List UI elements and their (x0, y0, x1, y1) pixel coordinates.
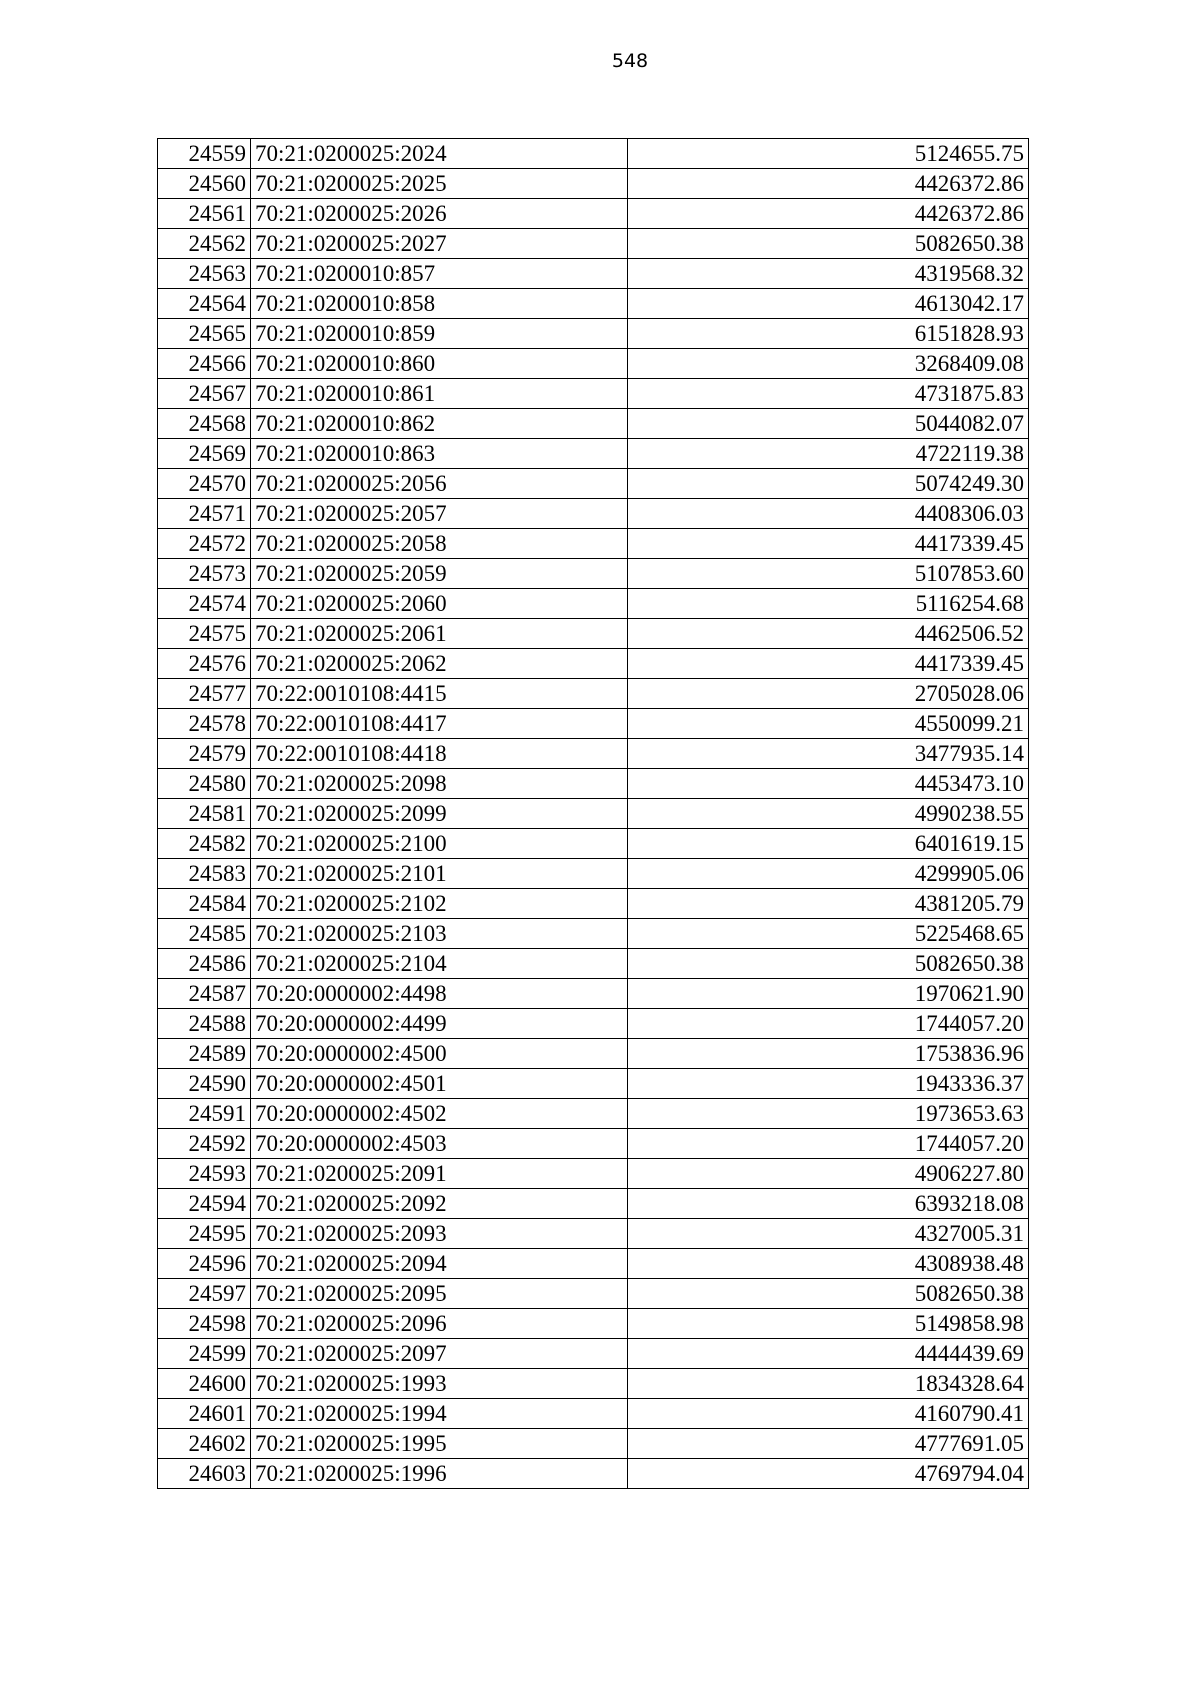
row-number-cell: 24564 (158, 289, 251, 319)
cadastral-number-cell: 70:20:0000002:4498 (251, 979, 628, 1009)
row-number-cell: 24588 (158, 1009, 251, 1039)
value-cell: 1744057.20 (628, 1129, 1029, 1159)
row-number-cell: 24562 (158, 229, 251, 259)
row-number-cell: 24579 (158, 739, 251, 769)
row-number-cell: 24597 (158, 1279, 251, 1309)
row-number-cell: 24563 (158, 259, 251, 289)
cadastral-number-cell: 70:21:0200010:861 (251, 379, 628, 409)
value-cell: 4906227.80 (628, 1159, 1029, 1189)
row-number-cell: 24561 (158, 199, 251, 229)
value-cell: 5082650.38 (628, 949, 1029, 979)
value-cell: 4453473.10 (628, 769, 1029, 799)
table-row (158, 709, 1029, 739)
cadastral-number-cell: 70:22:0010108:4418 (251, 739, 628, 769)
table-row (158, 1279, 1029, 1309)
cadastral-number-cell: 70:21:0200025:2094 (251, 1249, 628, 1279)
table-row (158, 1219, 1029, 1249)
cadastral-number-cell: 70:20:0000002:4503 (251, 1129, 628, 1159)
row-number-cell: 24578 (158, 709, 251, 739)
value-cell: 4417339.45 (628, 529, 1029, 559)
value-cell: 4777691.05 (628, 1429, 1029, 1459)
cadastral-number-cell: 70:21:0200025:2059 (251, 559, 628, 589)
value-cell: 2705028.06 (628, 679, 1029, 709)
table-row (158, 979, 1029, 1009)
cadastral-number-cell: 70:21:0200025:1995 (251, 1429, 628, 1459)
row-number-cell: 24601 (158, 1399, 251, 1429)
cadastral-number-cell: 70:21:0200025:2027 (251, 229, 628, 259)
value-cell: 5082650.38 (628, 1279, 1029, 1309)
row-number-cell: 24565 (158, 319, 251, 349)
row-number-cell: 24596 (158, 1249, 251, 1279)
row-number-cell: 24580 (158, 769, 251, 799)
row-number-cell: 24567 (158, 379, 251, 409)
value-cell: 4408306.03 (628, 499, 1029, 529)
value-cell: 5116254.68 (628, 589, 1029, 619)
row-number-cell: 24583 (158, 859, 251, 889)
table-row (158, 619, 1029, 649)
value-cell: 6151828.93 (628, 319, 1029, 349)
row-number-cell: 24591 (158, 1099, 251, 1129)
cadastral-number-cell: 70:22:0010108:4415 (251, 679, 628, 709)
value-cell: 5225468.65 (628, 919, 1029, 949)
row-number-cell: 24566 (158, 349, 251, 379)
row-number-cell: 24560 (158, 169, 251, 199)
value-cell: 5107853.60 (628, 559, 1029, 589)
cadastral-number-cell: 70:21:0200010:858 (251, 289, 628, 319)
value-cell: 1834328.64 (628, 1369, 1029, 1399)
table-row (158, 889, 1029, 919)
table-row (158, 1069, 1029, 1099)
table-row (158, 799, 1029, 829)
cadastral-number-cell: 70:21:0200025:2092 (251, 1189, 628, 1219)
cadastral-number-cell: 70:21:0200010:862 (251, 409, 628, 439)
table-row (158, 1429, 1029, 1459)
cadastral-number-cell: 70:21:0200025:2095 (251, 1279, 628, 1309)
table-row (158, 1099, 1029, 1129)
table-row (158, 409, 1029, 439)
row-number-cell: 24600 (158, 1369, 251, 1399)
page-number: 548 (611, 50, 649, 72)
cadastral-number-cell: 70:22:0010108:4417 (251, 709, 628, 739)
table-row (158, 739, 1029, 769)
row-number-cell: 24595 (158, 1219, 251, 1249)
cadastral-number-cell: 70:21:0200025:2091 (251, 1159, 628, 1189)
table-row (158, 169, 1029, 199)
cadastral-number-cell: 70:21:0200010:863 (251, 439, 628, 469)
row-number-cell: 24559 (158, 139, 251, 169)
table-row (158, 649, 1029, 679)
row-number-cell: 24592 (158, 1129, 251, 1159)
cadastral-number-cell: 70:21:0200025:2097 (251, 1339, 628, 1369)
value-cell: 1744057.20 (628, 1009, 1029, 1039)
table-row (158, 1369, 1029, 1399)
cadastral-number-cell: 70:21:0200025:2058 (251, 529, 628, 559)
row-number-cell: 24581 (158, 799, 251, 829)
value-cell: 5149858.98 (628, 1309, 1029, 1339)
row-number-cell: 24587 (158, 979, 251, 1009)
table-row (158, 349, 1029, 379)
table-row (158, 1309, 1029, 1339)
table-row (158, 499, 1029, 529)
cadastral-number-cell: 70:20:0000002:4501 (251, 1069, 628, 1099)
row-number-cell: 24589 (158, 1039, 251, 1069)
cadastral-number-cell: 70:21:0200025:2100 (251, 829, 628, 859)
row-number-cell: 24599 (158, 1339, 251, 1369)
table-row (158, 199, 1029, 229)
value-cell: 4722119.38 (628, 439, 1029, 469)
table-row (158, 769, 1029, 799)
value-cell: 6393218.08 (628, 1189, 1029, 1219)
cadastral-number-cell: 70:21:0200025:2056 (251, 469, 628, 499)
cadastral-number-cell: 70:21:0200025:2098 (251, 769, 628, 799)
value-cell: 5124655.75 (628, 139, 1029, 169)
cadastral-number-cell: 70:21:0200025:1994 (251, 1399, 628, 1429)
row-number-cell: 24574 (158, 589, 251, 619)
cadastral-number-cell: 70:21:0200025:2060 (251, 589, 628, 619)
table-row (158, 379, 1029, 409)
cadastral-number-cell: 70:21:0200025:2096 (251, 1309, 628, 1339)
value-cell: 4426372.86 (628, 199, 1029, 229)
value-cell: 5074249.30 (628, 469, 1029, 499)
table-body (158, 139, 1029, 1489)
cadastral-number-cell: 70:21:0200010:857 (251, 259, 628, 289)
cadastral-number-cell: 70:21:0200025:2103 (251, 919, 628, 949)
cadastral-number-cell: 70:21:0200025:2026 (251, 199, 628, 229)
row-number-cell: 24570 (158, 469, 251, 499)
table-row (158, 829, 1029, 859)
table-row (158, 1399, 1029, 1429)
row-number-cell: 24582 (158, 829, 251, 859)
value-cell: 4327005.31 (628, 1219, 1029, 1249)
row-number-cell: 24603 (158, 1459, 251, 1489)
row-number-cell: 24573 (158, 559, 251, 589)
row-number-cell: 24586 (158, 949, 251, 979)
value-cell: 4426372.86 (628, 169, 1029, 199)
table-row (158, 1249, 1029, 1279)
table-row (158, 289, 1029, 319)
value-cell: 4990238.55 (628, 799, 1029, 829)
cadastral-number-cell: 70:21:0200025:2101 (251, 859, 628, 889)
table-row (158, 559, 1029, 589)
value-cell: 4160790.41 (628, 1399, 1029, 1429)
row-number-cell: 24590 (158, 1069, 251, 1099)
row-number-cell: 24575 (158, 619, 251, 649)
cadastral-number-cell: 70:21:0200025:2057 (251, 499, 628, 529)
value-cell: 1973653.63 (628, 1099, 1029, 1129)
cadastral-number-cell: 70:21:0200025:2061 (251, 619, 628, 649)
cadastral-number-cell: 70:21:0200025:2104 (251, 949, 628, 979)
table-row (158, 1039, 1029, 1069)
cadastral-number-cell: 70:21:0200025:1996 (251, 1459, 628, 1489)
value-cell: 4319568.32 (628, 259, 1029, 289)
cadastral-number-cell: 70:21:0200025:2099 (251, 799, 628, 829)
table-row (158, 1159, 1029, 1189)
table-row (158, 859, 1029, 889)
table-row (158, 679, 1029, 709)
value-cell: 4462506.52 (628, 619, 1029, 649)
cadastral-number-cell: 70:21:0200025:2025 (251, 169, 628, 199)
row-number-cell: 24577 (158, 679, 251, 709)
value-cell: 5044082.07 (628, 409, 1029, 439)
cadastral-number-cell: 70:20:0000002:4502 (251, 1099, 628, 1129)
value-cell: 4299905.06 (628, 859, 1029, 889)
value-cell: 1943336.37 (628, 1069, 1029, 1099)
row-number-cell: 24576 (158, 649, 251, 679)
value-cell: 1970621.90 (628, 979, 1029, 1009)
value-cell: 4769794.04 (628, 1459, 1029, 1489)
table-row (158, 919, 1029, 949)
value-cell: 4381205.79 (628, 889, 1029, 919)
cadastral-number-cell: 70:21:0200025:2102 (251, 889, 628, 919)
table-row (158, 1129, 1029, 1159)
value-cell: 4731875.83 (628, 379, 1029, 409)
value-cell: 4613042.17 (628, 289, 1029, 319)
row-number-cell: 24569 (158, 439, 251, 469)
cadastral-number-cell: 70:21:0200025:2024 (251, 139, 628, 169)
cadastral-number-cell: 70:20:0000002:4500 (251, 1039, 628, 1069)
value-cell: 4550099.21 (628, 709, 1029, 739)
cadastral-number-cell: 70:21:0200010:860 (251, 349, 628, 379)
table-row (158, 1339, 1029, 1369)
table-row (158, 1189, 1029, 1219)
cadastral-number-cell: 70:21:0200025:2093 (251, 1219, 628, 1249)
row-number-cell: 24585 (158, 919, 251, 949)
table-row (158, 589, 1029, 619)
value-cell: 3268409.08 (628, 349, 1029, 379)
cadastral-value-table (157, 138, 1029, 1489)
table-row (158, 949, 1029, 979)
value-cell: 5082650.38 (628, 229, 1029, 259)
table-row (158, 439, 1029, 469)
cadastral-number-cell: 70:20:0000002:4499 (251, 1009, 628, 1039)
row-number-cell: 24571 (158, 499, 251, 529)
table-row (158, 259, 1029, 289)
table-row (158, 469, 1029, 499)
table-row (158, 1459, 1029, 1489)
row-number-cell: 24593 (158, 1159, 251, 1189)
table-row (158, 139, 1029, 169)
value-cell: 3477935.14 (628, 739, 1029, 769)
table-row (158, 319, 1029, 349)
value-cell: 4444439.69 (628, 1339, 1029, 1369)
value-cell: 1753836.96 (628, 1039, 1029, 1069)
row-number-cell: 24584 (158, 889, 251, 919)
row-number-cell: 24568 (158, 409, 251, 439)
cadastral-number-cell: 70:21:0200010:859 (251, 319, 628, 349)
row-number-cell: 24594 (158, 1189, 251, 1219)
row-number-cell: 24572 (158, 529, 251, 559)
value-cell: 6401619.15 (628, 829, 1029, 859)
cadastral-number-cell: 70:21:0200025:2062 (251, 649, 628, 679)
value-cell: 4417339.45 (628, 649, 1029, 679)
table-row (158, 1009, 1029, 1039)
cadastral-number-cell: 70:21:0200025:1993 (251, 1369, 628, 1399)
table-row (158, 529, 1029, 559)
table-row (158, 229, 1029, 259)
row-number-cell: 24602 (158, 1429, 251, 1459)
value-cell: 4308938.48 (628, 1249, 1029, 1279)
row-number-cell: 24598 (158, 1309, 251, 1339)
